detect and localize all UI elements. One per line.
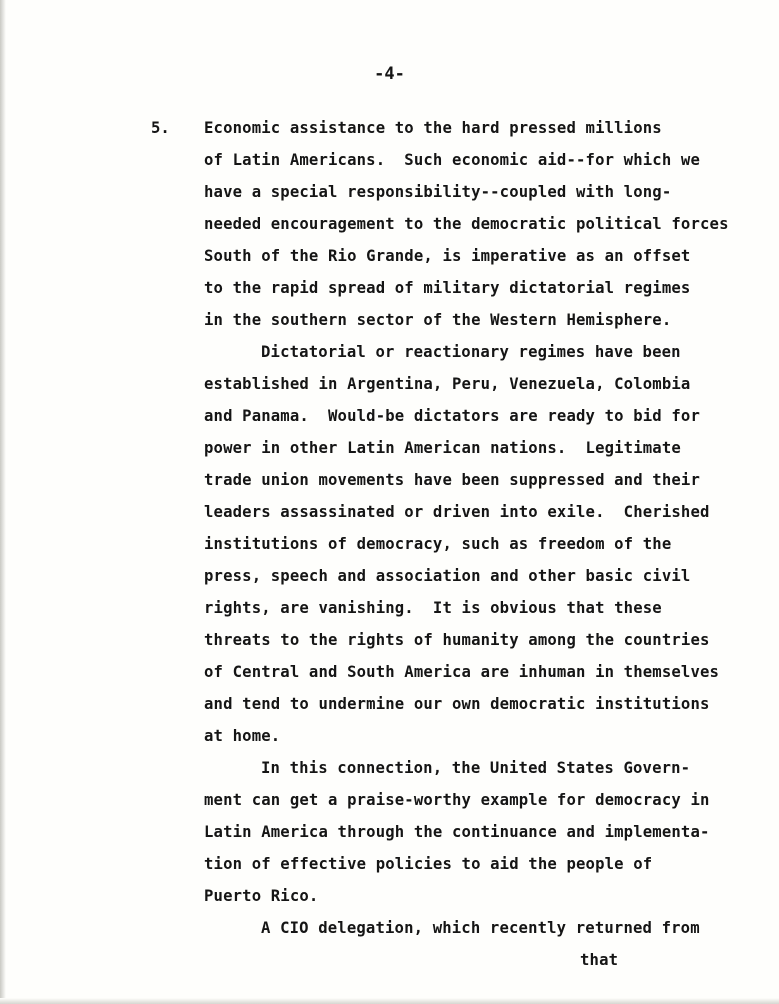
text-line: press, speech and association and other basic civil — [204, 567, 691, 585]
text-line: of Latin Americans. Such economic aid--for which we — [204, 151, 700, 169]
text-line: threats to the rights of humanity among the countries — [204, 631, 710, 649]
text-line: at home. — [204, 727, 281, 745]
text-line: South of the Rio Grande, is imperative as an offset — [204, 247, 691, 265]
text-line: Latin America through the continuance and implementa- — [204, 823, 710, 841]
text-line: leaders assassinated or driven into exile. Cherished — [204, 503, 710, 521]
text-line: power in other Latin American nations. Legitimate — [204, 439, 681, 457]
text-line: needed encouragement to the democratic political forces — [204, 215, 729, 233]
text-line: and Panama. Would-be dictators are ready to bid for — [204, 407, 700, 425]
text-line: A CIO delegation, which recently returned from — [261, 919, 700, 937]
text-line: established in Argentina, Peru, Venezuela, Colombia — [204, 375, 691, 393]
text-line: Puerto Rico. — [204, 887, 319, 905]
item-number: 5. — [151, 119, 170, 137]
text-line: In this connection, the United States Govern- — [261, 759, 691, 777]
text-line: of Central and South America are inhuman in themselves — [204, 663, 720, 681]
text-line: trade union movements have been suppressed and their — [204, 471, 700, 489]
page-bottom-edge — [0, 998, 779, 1004]
text-line: rights, are vanishing. It is obvious that these — [204, 599, 662, 617]
text-line: Economic assistance to the hard pressed millions — [204, 119, 662, 137]
text-line: tion of effective policies to aid the people of — [204, 855, 653, 873]
text-line: institutions of democracy, such as freedom of the — [204, 535, 672, 553]
text-line: ment can get a praise-worthy example for democracy in — [204, 791, 710, 809]
text-line: have a special responsibility--coupled with long- — [204, 183, 672, 201]
page-number: -4- — [374, 64, 405, 84]
catchword: that — [580, 951, 619, 969]
text-line: in the southern sector of the Western Hemisphere. — [204, 311, 672, 329]
text-line: Dictatorial or reactionary regimes have been — [261, 343, 681, 361]
text-line: to the rapid spread of military dictatorial regimes — [204, 279, 691, 297]
text-line: and tend to undermine our own democratic institutions — [204, 695, 710, 713]
page-left-edge — [0, 0, 6, 1004]
